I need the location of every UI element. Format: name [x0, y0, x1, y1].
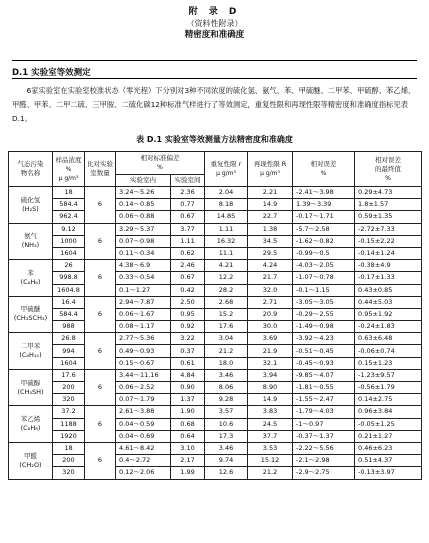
repeatability-cell: 3.04 — [205, 333, 248, 345]
final-error-cell: -0.05±1.25 — [355, 418, 422, 430]
final-error-cell: -0.15±2.22 — [355, 235, 422, 247]
reproducibility-cell: 22.7 — [248, 211, 293, 223]
final-error-cell: 0.43±0.85 — [355, 284, 422, 296]
reproducibility-cell: 20.9 — [248, 308, 293, 320]
repeatability-cell: 4.21 — [205, 260, 248, 272]
concentration-cell: 200 — [53, 455, 85, 467]
repeatability-cell: 18.0 — [205, 357, 248, 369]
between-lab-rsd-cell: 3.77 — [171, 223, 205, 235]
header-repeatability: 重复性限 r μ g/m³ — [205, 152, 248, 187]
reproducibility-cell: 4.24 — [248, 260, 293, 272]
precision-table — [8, 151, 422, 480]
repeatability-cell: 12.2 — [205, 272, 248, 284]
within-lab-rsd-cell: 0.04～0.69 — [116, 430, 171, 442]
concentration-cell: 994 — [53, 345, 85, 357]
table-header — [9, 152, 422, 187]
lab-count-cell: 6 — [85, 333, 116, 370]
header-concentration: 样品浓度 % μ g/m³ — [53, 152, 85, 187]
within-lab-rsd-cell: 0.04～0.59 — [116, 418, 171, 430]
concentration-cell: 200 — [53, 382, 85, 394]
repeatability-cell: 9.28 — [205, 394, 248, 406]
final-error-cell: 0.21±1.27 — [355, 430, 422, 442]
gas-formula: (C₈H₁₀) — [19, 351, 42, 360]
table-row — [9, 455, 422, 467]
table-row — [9, 321, 422, 333]
concentration-cell: 9.12 — [53, 223, 85, 235]
reproducibility-cell: 21.2 — [248, 467, 293, 479]
within-lab-rsd-cell: 0.49～0.93 — [116, 345, 171, 357]
relative-error-cell: -2.22～5.56 — [293, 442, 355, 454]
reproducibility-cell: 37.7 — [248, 430, 293, 442]
final-error-cell: -2.72±7.33 — [355, 223, 422, 235]
table-row — [9, 272, 422, 284]
reproducibility-cell: 3.94 — [248, 369, 293, 381]
final-error-cell: -0.38±4.9 — [355, 260, 422, 272]
repeatability-cell: 3.46 — [205, 442, 248, 454]
repeatability-cell: 12.6 — [205, 467, 248, 479]
relative-error-cell: -0.29～2.55 — [293, 308, 355, 320]
header-relative-error: 相对误差 % — [293, 152, 355, 187]
relative-error-cell: -1.49～0.98 — [293, 321, 355, 333]
table-row — [9, 187, 422, 199]
relative-error-cell: -2.1～2.98 — [293, 455, 355, 467]
concentration-cell: 584.4 — [53, 199, 85, 211]
final-error-cell: 0.59±1.35 — [355, 211, 422, 223]
concentration-cell: 18 — [53, 187, 85, 199]
relative-error-cell: 1.39～3.39 — [293, 199, 355, 211]
top-rule — [12, 60, 417, 61]
between-lab-rsd-cell: 2.50 — [171, 296, 205, 308]
concentration-cell: 320 — [53, 467, 85, 479]
final-error-cell: 0.51±4.37 — [355, 455, 422, 467]
within-lab-rsd-cell: 0.08～1.17 — [116, 321, 171, 333]
table-row — [9, 199, 422, 211]
table-row — [9, 430, 422, 442]
concentration-cell: 26 — [53, 260, 85, 272]
gas-formula: (CH₃SCH₃) — [13, 314, 48, 323]
final-error-cell: 1.8±1.57 — [355, 199, 422, 211]
repeatability-cell: 3.46 — [205, 369, 248, 381]
reproducibility-cell: 3.83 — [248, 406, 293, 418]
concentration-cell: 1604 — [53, 247, 85, 259]
relative-error-cell: -0.17～1.71 — [293, 211, 355, 223]
final-error-cell: -0.24±1.83 — [355, 321, 422, 333]
lab-count-cell: 6 — [85, 223, 116, 260]
gas-name: 二甲苯 — [20, 342, 41, 351]
final-error-cell: 0.95±1.92 — [355, 308, 422, 320]
header-between-lab: 实验室间 — [171, 175, 205, 187]
header-final-error: 相对误差 的最终值 % — [355, 152, 422, 187]
between-lab-rsd-cell: 0.67 — [171, 272, 205, 284]
relative-error-cell: -4.03～2.05 — [293, 260, 355, 272]
lab-count-cell: 6 — [85, 187, 116, 224]
repeatability-cell: 16.32 — [205, 235, 248, 247]
gas-name-cell — [9, 187, 53, 224]
between-lab-rsd-cell: 1.99 — [171, 467, 205, 479]
within-lab-rsd-cell: 0.07～1.79 — [116, 394, 171, 406]
within-lab-rsd-cell: 0.14～0.85 — [116, 199, 171, 211]
appendix-subtitle: 精密度和准确度 — [184, 30, 245, 40]
gas-name: 甲硫醚 — [20, 305, 41, 314]
gas-name-cell — [9, 223, 53, 260]
lab-count-cell: 6 — [85, 442, 116, 479]
reproducibility-cell: 24.5 — [248, 418, 293, 430]
gas-formula: (CH₂O) — [19, 460, 42, 469]
section-heading: D.1 实验室等效测定 — [12, 68, 91, 78]
reproducibility-cell: 2.21 — [248, 187, 293, 199]
relative-error-cell: -3.05～3.05 — [293, 296, 355, 308]
repeatability-cell: 8.18 — [205, 199, 248, 211]
within-lab-rsd-cell: 0.11～0.34 — [116, 247, 171, 259]
final-error-cell: 0.14±2.75 — [355, 394, 422, 406]
repeatability-cell: 3.57 — [205, 406, 248, 418]
concentration-cell: 17.6 — [53, 369, 85, 381]
within-lab-rsd-cell: 4.38～6.9 — [116, 260, 171, 272]
table-row — [9, 406, 422, 418]
relative-error-cell: -0.99～0.5 — [293, 247, 355, 259]
concentration-cell: 16.4 — [53, 296, 85, 308]
final-error-cell: 0.29±4.73 — [355, 187, 422, 199]
repeatability-cell: 9.74 — [205, 455, 248, 467]
table-row — [9, 235, 422, 247]
table-row — [9, 467, 422, 479]
between-lab-rsd-cell: 2.17 — [171, 455, 205, 467]
table-row — [9, 394, 422, 406]
reproducibility-cell: 32.1 — [248, 357, 293, 369]
within-lab-rsd-cell: 3.24～5.26 — [116, 187, 171, 199]
final-error-cell: -0.13±3.97 — [355, 467, 422, 479]
appendix-title: 附 录 D — [188, 7, 241, 17]
reproducibility-cell: 3.69 — [248, 333, 293, 345]
between-lab-rsd-cell: 0.37 — [171, 345, 205, 357]
table-row — [9, 260, 422, 272]
table-row — [9, 345, 422, 357]
concentration-cell: 962.4 — [53, 211, 85, 223]
gas-name: 苯乙烯 — [20, 415, 41, 424]
concentration-cell: 37.2 — [53, 406, 85, 418]
gas-name: 氨气 — [24, 232, 37, 241]
reproducibility-cell: 29.5 — [248, 247, 293, 259]
table-row — [9, 382, 422, 394]
relative-error-cell: -1.79～4.03 — [293, 406, 355, 418]
concentration-cell: 998.8 — [53, 272, 85, 284]
final-error-cell: 0.15±1.23 — [355, 357, 422, 369]
between-lab-rsd-cell: 1.11 — [171, 235, 205, 247]
concentration-cell: 1604 — [53, 357, 85, 369]
relative-error-cell: -1～0.97 — [293, 418, 355, 430]
repeatability-cell: 8.06 — [205, 382, 248, 394]
relative-error-cell: -0.1～1.15 — [293, 284, 355, 296]
gas-name-cell — [9, 260, 53, 297]
concentration-cell: 1000 — [53, 235, 85, 247]
lab-count-cell: 6 — [85, 296, 116, 333]
table-row — [9, 369, 422, 381]
between-lab-rsd-cell: 0.61 — [171, 357, 205, 369]
header-gas: 气态污染 物名称 — [9, 152, 53, 187]
relative-error-cell: -0.45～0.93 — [293, 357, 355, 369]
appendix-note: （资料性附录） — [186, 19, 243, 28]
between-lab-rsd-cell: 3.22 — [171, 333, 205, 345]
repeatability-cell: 14.85 — [205, 211, 248, 223]
gas-name: 甲醛 — [24, 451, 37, 460]
reproducibility-cell: 21.9 — [248, 345, 293, 357]
within-lab-rsd-cell: 0.12～2.06 — [116, 467, 171, 479]
reproducibility-cell: 34.5 — [248, 235, 293, 247]
gas-name: 苯 — [27, 268, 34, 277]
repeatability-cell: 2.04 — [205, 187, 248, 199]
repeatability-cell: 17.3 — [205, 430, 248, 442]
within-lab-rsd-cell: 0.1～1.27 — [116, 284, 171, 296]
within-lab-rsd-cell: 0.07～0.98 — [116, 235, 171, 247]
repeatability-cell: 21.2 — [205, 345, 248, 357]
header-rsd: 相对标准偏差 % — [116, 152, 205, 175]
within-lab-rsd-cell: 2.94～7.87 — [116, 296, 171, 308]
within-lab-rsd-cell: 0.06～1.67 — [116, 308, 171, 320]
final-error-cell: -0.14±1.24 — [355, 247, 422, 259]
within-lab-rsd-cell: 3.44～11.16 — [116, 369, 171, 381]
gas-name-cell — [9, 333, 53, 370]
section-paragraph: 6家实验室在实验室校准状态（零光程）下分别对3种不同浓度的硫化氢、氨气、苯、甲硫醚、二甲苯、甲硫醇、苯乙烯、甲醛、甲苯、二甲二硫、三甲胺、二硫化碳12种标准气样进行了等效测定，重复性限和再现性限等精密度和准确度指标见表D.1。 — [12, 86, 416, 123]
table-row — [9, 442, 422, 454]
table-row — [9, 418, 422, 430]
lab-count-cell: 6 — [85, 369, 116, 406]
between-lab-rsd-cell: 0.64 — [171, 430, 205, 442]
relative-error-cell: -2.41～3.98 — [293, 187, 355, 199]
repeatability-cell: 17.6 — [205, 321, 248, 333]
between-lab-rsd-cell: 0.90 — [171, 382, 205, 394]
repeatability-cell: 1.11 — [205, 223, 248, 235]
between-lab-rsd-cell: 0.62 — [171, 247, 205, 259]
gas-formula: (C₆H₆) — [20, 277, 41, 286]
reproducibility-cell: 14.9 — [248, 394, 293, 406]
final-error-cell: -0.06±0.74 — [355, 345, 422, 357]
relative-error-cell: -1.55～2.47 — [293, 394, 355, 406]
table-row — [9, 284, 422, 296]
table-row — [9, 333, 422, 345]
gas-name-cell — [9, 442, 53, 479]
gas-name: 甲硫醇 — [20, 378, 41, 387]
between-lab-rsd-cell: 0.95 — [171, 308, 205, 320]
final-error-cell: -0.56±1.79 — [355, 382, 422, 394]
gas-formula: (CH₃SH) — [17, 387, 44, 396]
concentration-cell: 18 — [53, 442, 85, 454]
relative-error-cell: -9.85～4.07 — [293, 369, 355, 381]
concentration-cell: 988 — [53, 321, 85, 333]
gas-name: 硫化氢 — [20, 195, 41, 204]
reproducibility-cell: 32.0 — [248, 284, 293, 296]
reproducibility-cell: 8.90 — [248, 382, 293, 394]
relative-error-cell: -3.92～4.23 — [293, 333, 355, 345]
between-lab-rsd-cell: 1.37 — [171, 394, 205, 406]
header-labs: 比对实验 室数量 — [85, 152, 116, 187]
between-lab-rsd-cell: 0.42 — [171, 284, 205, 296]
reproducibility-cell: 15.12 — [248, 455, 293, 467]
within-lab-rsd-cell: 2.61～3.88 — [116, 406, 171, 418]
table-row — [9, 247, 422, 259]
reproducibility-cell: 30.0 — [248, 321, 293, 333]
concentration-cell: 26.8 — [53, 333, 85, 345]
within-lab-rsd-cell: 0.33～0.54 — [116, 272, 171, 284]
lab-count-cell: 6 — [85, 260, 116, 297]
table-row — [9, 211, 422, 223]
repeatability-cell: 11.1 — [205, 247, 248, 259]
concentration-cell: 320 — [53, 394, 85, 406]
concentration-cell: 1920 — [53, 430, 85, 442]
concentration-cell: 1604.8 — [53, 284, 85, 296]
final-error-cell: 0.46±6.23 — [355, 442, 422, 454]
table-row — [9, 296, 422, 308]
between-lab-rsd-cell: 0.68 — [171, 418, 205, 430]
final-error-cell: -1.23±9.57 — [355, 369, 422, 381]
header-reproducibility: 再现性限 R μ g/m³ — [248, 152, 293, 187]
reproducibility-cell: 14.9 — [248, 199, 293, 211]
table-row — [9, 308, 422, 320]
reproducibility-cell: 1.38 — [248, 223, 293, 235]
within-lab-rsd-cell: 4.61～8.42 — [116, 442, 171, 454]
within-lab-rsd-cell: 0.06～2.52 — [116, 382, 171, 394]
relative-error-cell: -1.62～0.82 — [293, 235, 355, 247]
between-lab-rsd-cell: 0.67 — [171, 211, 205, 223]
between-lab-rsd-cell: 3.10 — [171, 442, 205, 454]
between-lab-rsd-cell: 0.92 — [171, 321, 205, 333]
final-error-cell: 0.96±3.84 — [355, 406, 422, 418]
table-row — [9, 357, 422, 369]
relative-error-cell: -2.9～2.75 — [293, 467, 355, 479]
within-lab-rsd-cell: 3.29～5.37 — [116, 223, 171, 235]
concentration-cell: 1188 — [53, 418, 85, 430]
final-error-cell: 0.63±6.48 — [355, 333, 422, 345]
between-lab-rsd-cell: 2.36 — [171, 187, 205, 199]
gas-formula: (NH₃) — [21, 241, 40, 250]
between-lab-rsd-cell: 0.77 — [171, 199, 205, 211]
header-within-lab: 实验室内 — [116, 175, 171, 187]
table-body — [9, 187, 422, 480]
reproducibility-cell: 21.7 — [248, 272, 293, 284]
lab-count-cell: 6 — [85, 406, 116, 443]
repeatability-cell: 10.6 — [205, 418, 248, 430]
table-caption: 表 D.1 实验室等效测量方法精密度和准确度 — [136, 135, 293, 144]
concentration-cell: 584.4 — [53, 308, 85, 320]
relative-error-cell: -0.37～1.37 — [293, 430, 355, 442]
relative-error-cell: -1.81～0.55 — [293, 382, 355, 394]
section-rule — [12, 78, 417, 79]
table-row — [9, 223, 422, 235]
between-lab-rsd-cell: 4.84 — [171, 369, 205, 381]
within-lab-rsd-cell: 0.06～0.88 — [116, 211, 171, 223]
between-lab-rsd-cell: 2.46 — [171, 260, 205, 272]
relative-error-cell: -0.51～0.45 — [293, 345, 355, 357]
between-lab-rsd-cell: 1.90 — [171, 406, 205, 418]
reproducibility-cell: 3.53 — [248, 442, 293, 454]
repeatability-cell: 2.68 — [205, 296, 248, 308]
gas-formula: (H₂S) — [22, 204, 39, 213]
within-lab-rsd-cell: 0.4～2.72 — [116, 455, 171, 467]
final-error-cell: -0.17±1.33 — [355, 272, 422, 284]
relative-error-cell: -5.7～2.58 — [293, 223, 355, 235]
gas-name-cell — [9, 296, 53, 333]
relative-error-cell: -1.07～0.78 — [293, 272, 355, 284]
repeatability-cell: 15.2 — [205, 308, 248, 320]
gas-name-cell — [9, 406, 53, 443]
within-lab-rsd-cell: 2.77～5.36 — [116, 333, 171, 345]
repeatability-cell: 28.2 — [205, 284, 248, 296]
final-error-cell: 0.44±5.03 — [355, 296, 422, 308]
gas-name-cell — [9, 369, 53, 406]
gas-formula: (C₈H₈) — [20, 424, 41, 433]
reproducibility-cell: 2.71 — [248, 296, 293, 308]
within-lab-rsd-cell: 0.15～0.67 — [116, 357, 171, 369]
